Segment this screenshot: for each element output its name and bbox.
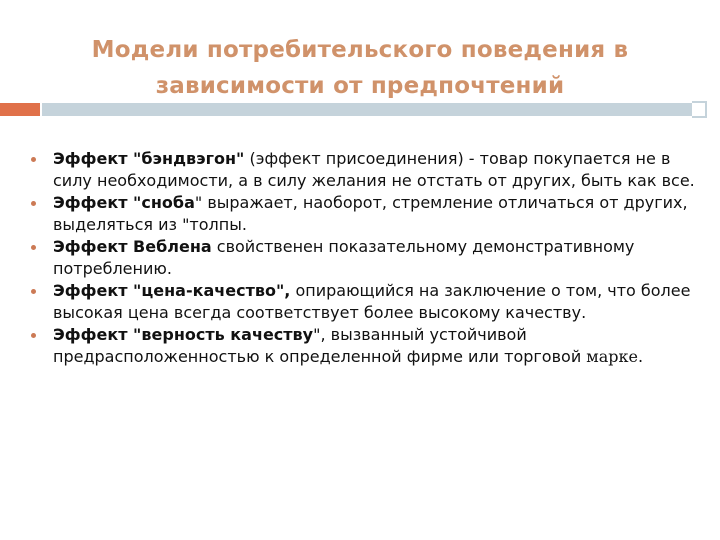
bullet-dot-icon <box>31 201 36 206</box>
bullet-item-veblen <box>30 236 700 280</box>
bullet-item-quality-loyalty <box>30 324 700 368</box>
title-rule-bar <box>42 103 692 116</box>
effect-description: ", вызванный устойчивой предрасположенностью к определенной фирме или торговой <box>53 325 587 366</box>
effect-description: (эффект присоединения) - товар покупается не в силу необходимости, а в силу желания не отстать от других, быть как все. <box>53 149 695 190</box>
bullet-dot-icon <box>31 333 36 338</box>
slide-title-line-1: Модели потребительского поведения в <box>91 37 629 63</box>
bullet-item-snob <box>30 192 700 236</box>
effect-name: Эффект "верность качеству <box>53 325 314 344</box>
effect-description: опирающийся на заключение о том, что более высокая цена всегда соответствует более высокому качеству. <box>53 281 691 322</box>
effect-description-tail: марке. <box>586 347 644 366</box>
effect-description: свойственен показательному демонстративному потреблению. <box>53 237 635 278</box>
bullet-dot-icon <box>31 289 36 294</box>
effect-name-prefix: Эффект <box>53 193 134 212</box>
effect-name: Эффект "цена-качество", <box>53 281 291 300</box>
bullet-item-bandwagon <box>30 148 700 192</box>
title-rule-accent <box>0 103 40 116</box>
bullet-item-price-quality <box>30 280 700 324</box>
effect-name: "сноба <box>133 193 195 212</box>
effect-name: Эффект Веблена <box>53 237 212 256</box>
slide-title-line-2: зависимости от предпочтений <box>155 73 565 99</box>
slide-title <box>40 32 680 104</box>
title-rule-end-box <box>692 101 707 118</box>
effect-name: Эффект "бэндвэгон" <box>53 149 245 168</box>
effect-description: " выражает, наоборот, стремление отличаться от других, выделяться из "толпы. <box>53 193 688 234</box>
bullet-list <box>30 148 700 368</box>
bullet-dot-icon <box>31 157 36 162</box>
bullet-dot-icon <box>31 245 36 250</box>
